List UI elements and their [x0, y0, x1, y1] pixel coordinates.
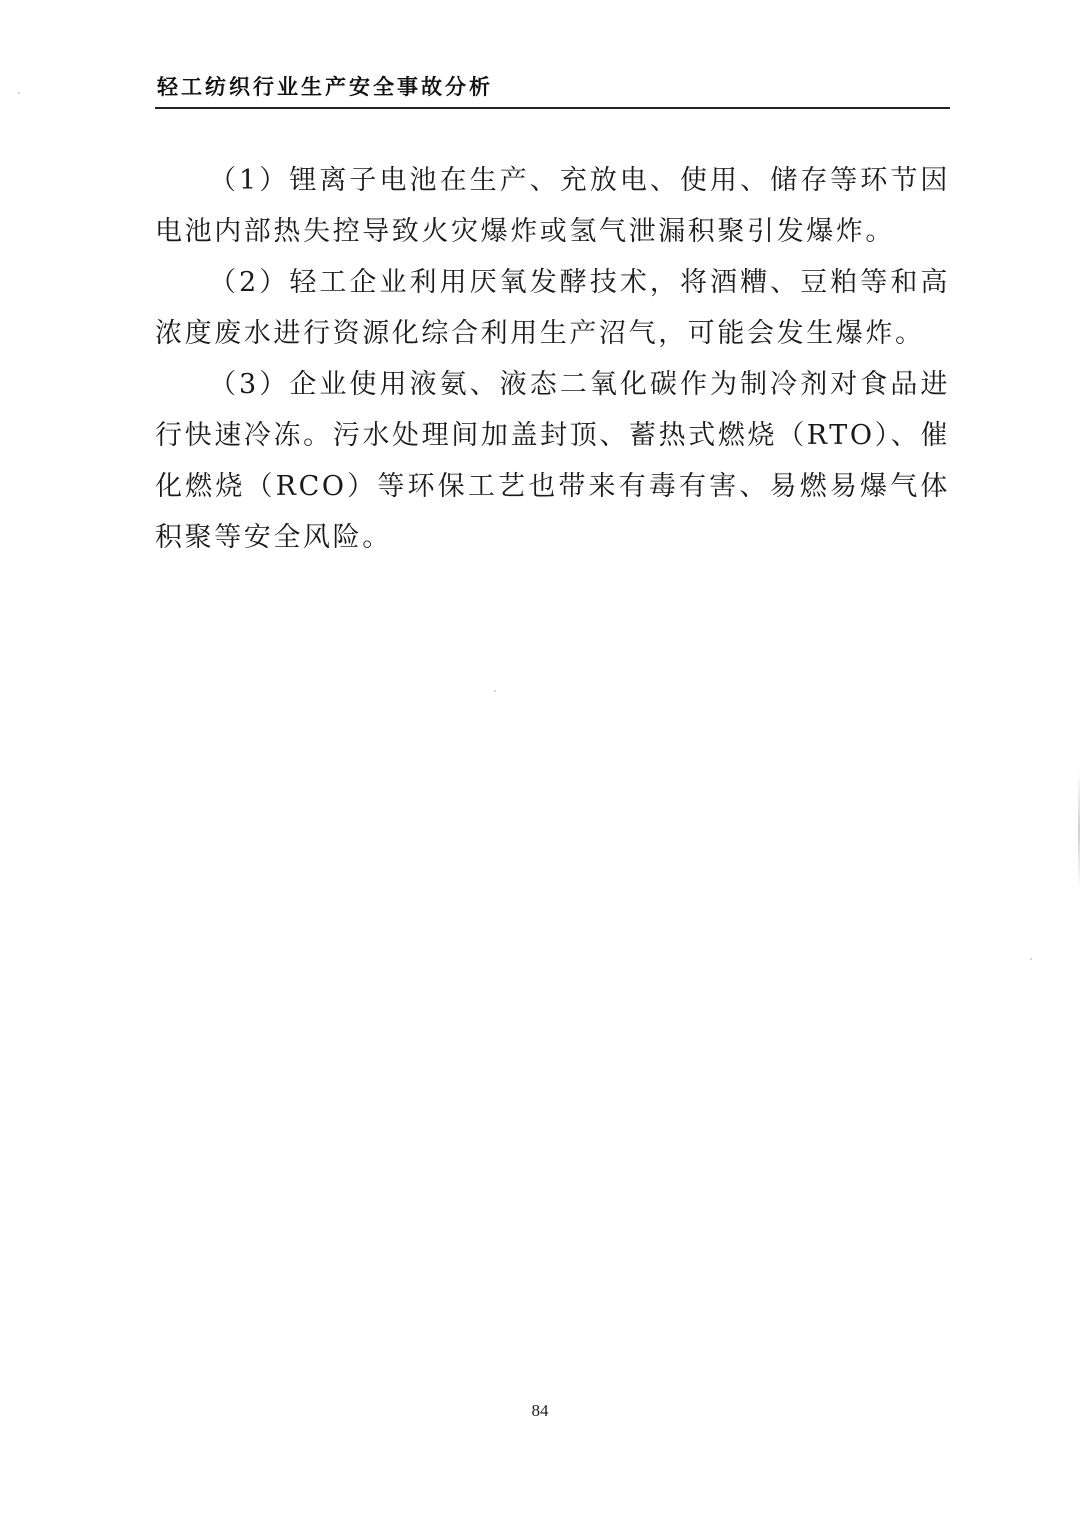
paragraph-3: （3）企业使用液氨、液态二氧化碳作为制冷剂对食品进行快速冷冻。污水处理间加盖封顶、蓄热式燃烧（RTO）、催化燃烧（RCO）等环保工艺也带来有毒有害、易燃易爆气体积聚等安全风险。: [155, 369, 950, 553]
paragraph-2: （2）轻工企业利用厌氧发酵技术，将酒糟、豆粕等和高浓度废水进行资源化综合利用生产沼气，可能会发生爆炸。: [155, 267, 950, 349]
scan-speck: [1030, 958, 1032, 960]
scan-speck: [18, 92, 20, 94]
body-text: [155, 155, 950, 563]
header-divider: [155, 107, 950, 109]
scan-speck: [494, 690, 496, 692]
page-number: 84: [531, 1401, 549, 1420]
paragraph-1: （1）锂离子电池在生产、充放电、使用、储存等环节因电池内部热失控导致火灾爆炸或氢气泄漏积聚引发爆炸。: [155, 165, 950, 247]
running-header-title: 轻工纺织行业生产安全事故分析: [157, 75, 493, 99]
